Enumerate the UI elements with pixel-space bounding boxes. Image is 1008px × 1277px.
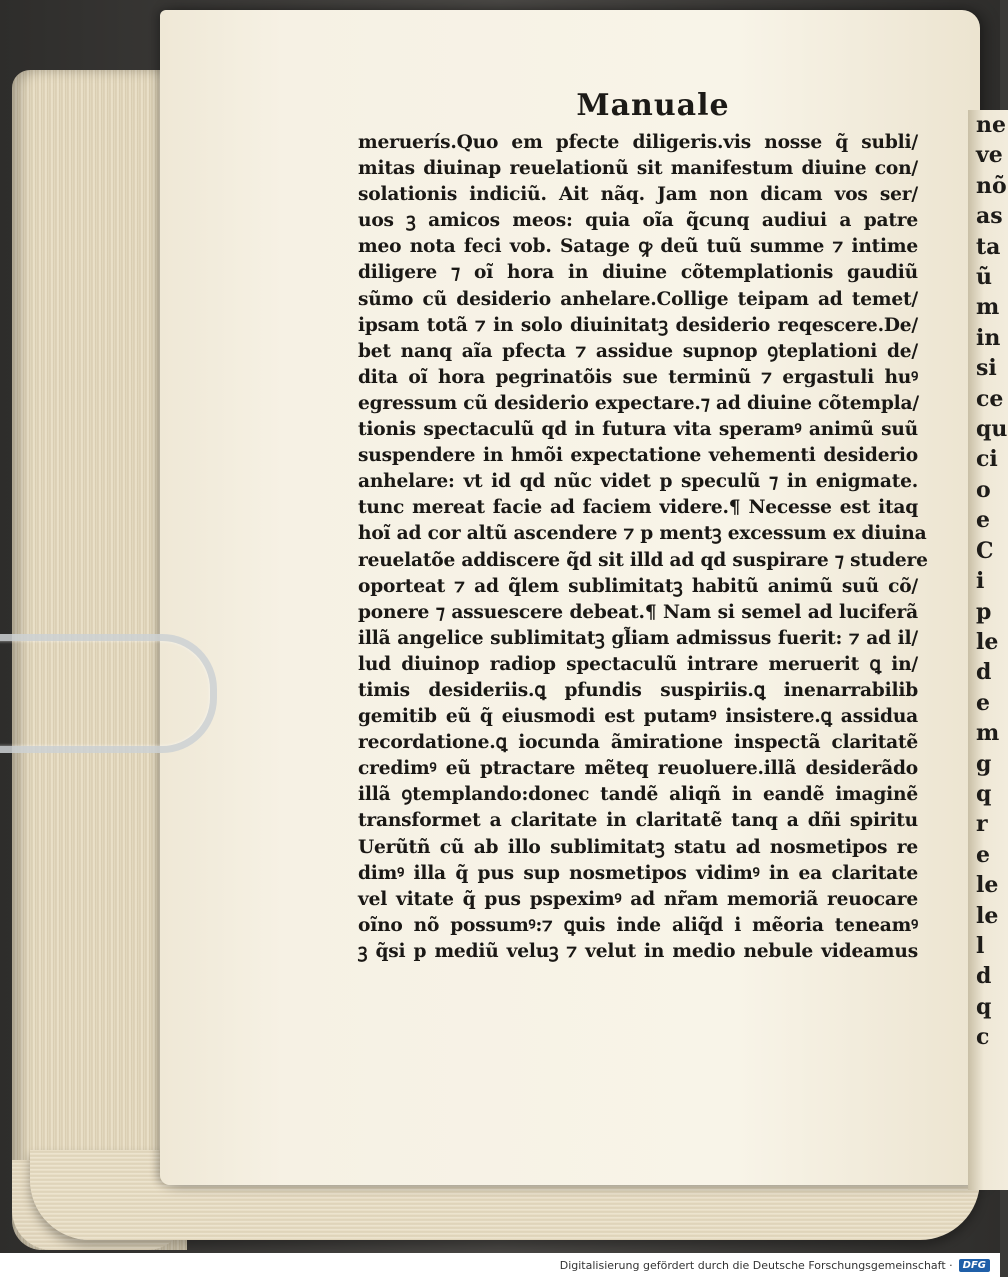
next-page-fragment: e — [976, 507, 990, 534]
text-line: uos ꝫ amicos meos: quia oĩa q̃cunq audiui a patre — [358, 210, 918, 232]
text-line: tionis spectaculũ qd in futura vita speramꝰ animũ suũ — [358, 419, 918, 441]
next-page-fragment: d — [976, 659, 992, 686]
text-line: solationis indiciũ. Ait nãq. Jam non dicam vos ser/ — [358, 184, 918, 206]
text-line: anhelare: vt id qd nũc videt p speculũ ⁊ in enigmate. — [358, 471, 918, 493]
text-line: sũmo cũ desiderio anhelare.Collige teipam ad temet/ — [358, 288, 918, 310]
text-line: mitas diuinap reuelationũ sit manifestum diuine con/ — [358, 158, 918, 180]
next-page-fragment: ta — [976, 233, 1001, 260]
next-page-fragment: in — [976, 324, 1001, 351]
text-line: dita oĩ hora pegrinatõis sue terminũ ⁊ ergastuli huꝰ — [358, 366, 918, 388]
page-clip — [0, 634, 217, 753]
next-page-fragment: e — [976, 689, 990, 716]
page-text-block — [358, 86, 928, 965]
next-page-fragment: q — [976, 780, 992, 807]
next-page-fragment: ve — [976, 142, 1003, 169]
text-line: egressum cũ desiderio expectare.⁊ ad diuine cõtempla/ — [358, 392, 919, 414]
next-page-fragment: ne — [976, 112, 1006, 138]
next-page-fragment: le — [976, 628, 999, 655]
text-line: hoĩ ad cor altũ ascendere ⁊ p mentꝫ excessum ex diuina — [358, 523, 927, 545]
text-line: timis desideriis.ꝗ pfundis suspiriis.ꝗ inenarrabilib — [358, 679, 918, 701]
text-line: bet nanq aĩa pfecta ⁊ assidue supnop ꝯteplationi de/ — [358, 340, 918, 362]
text-line: ponere ⁊ assuescere debeat.¶ Nam si semel ad luciferã — [358, 601, 918, 623]
text-line: credimꝰ eũ ptractare mẽteq reuoluere.illã desiderãdo — [358, 758, 918, 780]
text-line: recordatione.ꝗ iocunda ãmiratione inspectã claritatẽ — [358, 732, 918, 754]
next-page-fragment: o — [976, 476, 991, 503]
next-page-fragment: le — [976, 902, 999, 929]
text-line: oĩno nõ possumꝰ:⁊ ꝗuis inde aliq̃d i mẽoria teneamꝰ — [358, 914, 918, 936]
next-page-fragment: q — [976, 993, 992, 1020]
funding-credit: Digitalisierung gefördert durch die Deutsche Forschungsgemeinschaft · — [559, 1258, 953, 1272]
text-line: Uerũtñ cũ ab illo sublimitatꝫ statu ad nosmetipos re — [358, 836, 918, 858]
dfg-logo-icon: DFG — [959, 1259, 990, 1272]
next-page-fragment: si — [976, 355, 997, 382]
next-page-fragment: e — [976, 841, 990, 868]
next-page-fragment: ũ — [976, 264, 992, 291]
next-page-fragment: g — [976, 750, 992, 777]
next-page-fragment: l — [976, 932, 985, 959]
text-line: ipsam totã ⁊ in solo diuinitatꝫ desiderio reqescere.De/ — [358, 314, 918, 336]
next-page-fragment: m — [976, 294, 1000, 321]
text-line: illã ꝯtemplando:donec tandẽ aliqñ in eandẽ imaginẽ — [358, 784, 918, 806]
next-page-fragment: m — [976, 720, 1000, 747]
text-line: lud diuinop radiop spectaculũ intrare meruerit ꝗ in/ — [358, 653, 918, 675]
text-line: dimꝰ illa q̃ pus sup nosmetipos vidimꝰ in ea claritate — [358, 862, 918, 884]
text-line: meruerís.Quo em pfecte diligeris.vis nosse q̃ subli/ — [358, 132, 918, 153]
next-page-fragment: as — [976, 203, 1003, 230]
running-head: Manuale — [576, 88, 730, 123]
next-page-fragment: C — [976, 537, 994, 564]
text-line: transformet a claritate in claritatẽ tanq a dñi spiritu — [358, 810, 918, 832]
next-page-fragment: nõ — [976, 172, 1007, 199]
footer-bar — [0, 1253, 1000, 1277]
text-line: gemitib eũ q̃ eiusmodi est putamꝰ insistere.ꝗ assidua — [358, 706, 918, 728]
text-line: oporteat ⁊ ad q̃lem sublimitatꝫ habitũ animũ suũ cõ/ — [358, 575, 918, 597]
text-line: tunc mereat facie ad faciem videre.¶ Necesse est itaq — [358, 497, 918, 519]
text-line: meo nota feci vob. Satage ꝙ deũ tuũ summe ⁊ intime — [358, 236, 918, 258]
next-page-fragment: ci — [976, 446, 998, 473]
next-page-fragment: c — [976, 1024, 990, 1051]
next-page-fragment: qu — [976, 416, 1008, 443]
next-page-fragment: p — [976, 598, 992, 625]
next-page-strip — [968, 110, 1008, 1190]
text-line: suspendere in hmõi expectatione vehementi desiderio — [358, 445, 918, 467]
text-line: reuelatõe addiscere q̃d sit illd ad qd suspirare ⁊ studere — [358, 549, 928, 571]
text-lines — [358, 130, 928, 965]
text-line: illã angelice sublimitatꝫ gl̃iam admissus fuerit: ⁊ ad il/ — [358, 627, 918, 649]
next-page-fragment: d — [976, 963, 992, 990]
next-page-fragment: ce — [976, 385, 1004, 412]
text-line: vel vitate q̃ pus pspeximꝰ ad nr̃am memoriã reuocare — [358, 888, 918, 910]
next-page-fragment: i — [976, 568, 985, 595]
next-page-fragment: r — [976, 811, 988, 838]
text-line: diligere ⁊ oĩ hora in diuine cõtemplationis gaudiũ — [358, 262, 918, 284]
text-line: ꝫ q̃si p mediũ veluꝫ ⁊ velut in medio nebule videamus — [358, 940, 918, 962]
next-page-fragment: le — [976, 872, 999, 899]
